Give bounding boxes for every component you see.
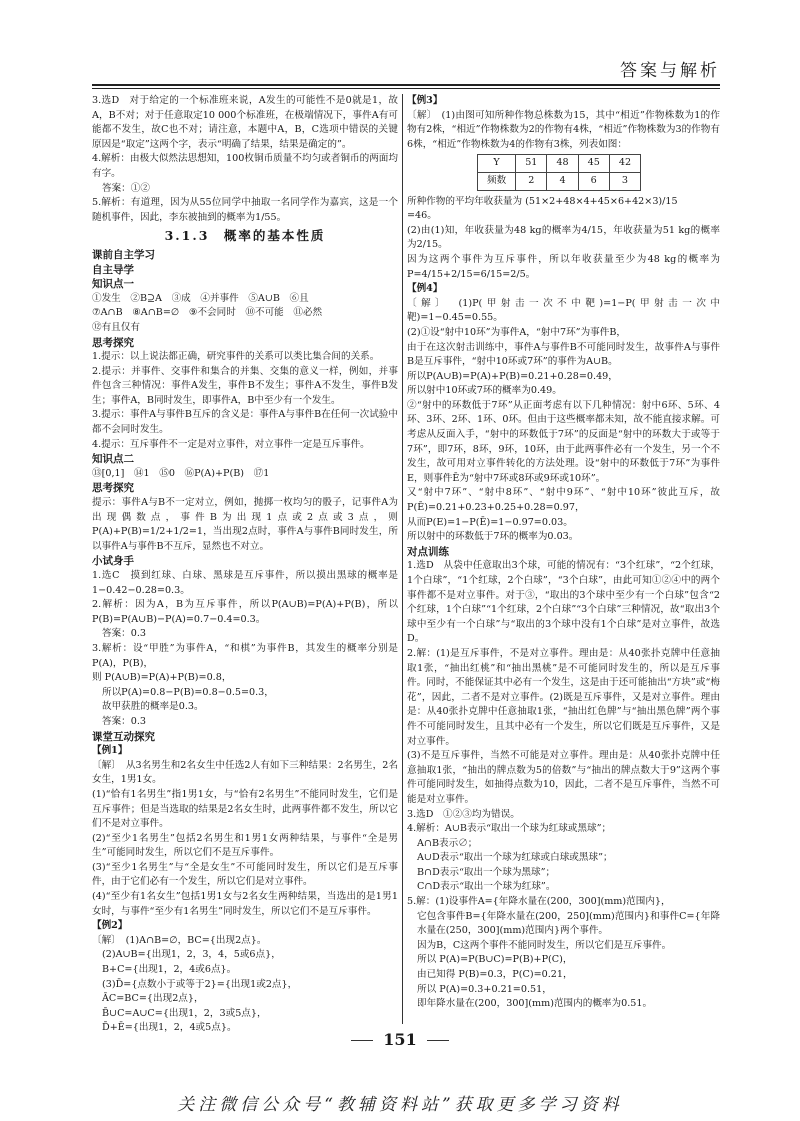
example-2-line-f: D̄+Ē={出现1，2，4或5点}。 bbox=[102, 1022, 237, 1034]
example-1-label: 【 例1 】 bbox=[92, 744, 398, 759]
hint-5: 提示：事件A与B不一定对立，例如，抛掷一枚均匀的骰子，记事件A为出现偶数点，事件B为出现1点或2点或3点，则P(A)+P(B)=1/2+1/2=1，当出现2点时，事件A与事件B同时发生，所以事件A与事件B不互斥，显然也不对立。 bbox=[92, 497, 398, 552]
example-3-conclusion: 因为这两个事件为互斥事件，所以年收获量至少为48 kg的概率为P=4/15+2/15=6/15=2/5。 bbox=[407, 253, 720, 280]
table-cell: 42 bbox=[609, 155, 640, 173]
table-cell: 2 bbox=[516, 172, 547, 190]
example-2-line-d: ĀC=BC={出现2点}， bbox=[102, 993, 204, 1005]
example-1-part-3: (3)“至少1名男生”与“全是女生”不可能同时发生，所以它们是互斥事件，由于它们必有一个发生，所以它们是对立事件。 bbox=[92, 861, 398, 888]
section-title: 3.1.3 概率的基本性质 bbox=[164, 228, 326, 244]
practice-2: 2.解：(1)是互斥事件，不是对立事件。理由是：从40张扑克牌中任意抽取1张，“抽出红桃”和“抽出黑桃”是不可能同时发生的，所以是互斥事件。同时，不能保证其中必有一个发生，这是由于还可能抽出“方块”或“梅花”，因此，二者不是对立事件。(2)既是互斥事件，又是对立事件。理由是：从40张扑克牌中任意抽取1张，“抽出红色牌”与“抽出黑色牌”两个事件不可能同时发生，且其中必有一个发生，所以它们既是互斥事件，又是对立事件。 bbox=[407, 647, 720, 747]
quick-2-answer: 答案：0.3 bbox=[102, 628, 147, 640]
heading-practice: 对点训练 bbox=[407, 545, 449, 558]
quick-3-answer: 答案：0.3 bbox=[102, 715, 147, 727]
example-4-line-h: 所以射中的环数低于7环的概率为0.03。 bbox=[407, 531, 579, 543]
table-cell: 48 bbox=[547, 155, 578, 173]
heading-classroom: 课堂互动探究 bbox=[92, 730, 155, 743]
header-rule-thin bbox=[92, 88, 720, 89]
example-2-text: 〔解〕 (1)A∩B=∅，BC={出现2点}。 bbox=[92, 934, 267, 946]
example-4-label: 【 例4 】 bbox=[407, 282, 720, 297]
example-3-label: 【 例3 】 bbox=[407, 94, 720, 109]
example-4-line-g: 从而P(E)=1−P(Ē)=1−0.97=0.03。 bbox=[407, 516, 573, 528]
table-cell: 51 bbox=[516, 155, 547, 173]
answer-3: 3.选D 对于给定的一个标准班来说，A发生的可能性不是0就是1，故A，B不对；对于任意取定10 000个标准班，在极端情况下，事件A有可能都不发生，故C也不对；请注意，本题中A，B，C选项中错误的关键原因是“取定”这两个字，表示“明确了结果，结果是确定的”。 bbox=[92, 95, 398, 150]
practice-3: 3.选D ①②③均为错误。 bbox=[407, 808, 520, 820]
header-title: 答案与解析 bbox=[620, 61, 720, 81]
example-2-label: 【 例2 】 bbox=[92, 919, 398, 934]
hint-3: 3.提示：事件A与事件B互斥的含义是：事件A与事件B在任何一次试验中都不会同时发生。 bbox=[92, 409, 398, 436]
example-3-mean: 所种作物的平均年收获量为 (51×2+48×4+45×6+42×3)/15 bbox=[407, 195, 678, 207]
practice-2-part-3: (3)不是互斥事件，当然不可能是对立事件。理由是：从40张扑克牌中任意抽取1张，“抽出的牌点数为5的倍数”与“抽出的牌点数大于9”这两个事件可能同时发生，如抽得点数为10，因此，二者不是互斥事件，当然不可能是对立事件。 bbox=[407, 750, 720, 805]
table-cell: 6 bbox=[578, 172, 609, 190]
answer-5: 5.解析：有道理，因为从55位同学中抽取一名同学作为嘉宾，这是一个随机事件，因此，李东被抽到的概率为1/55。 bbox=[92, 197, 398, 223]
quick-3-line-d: 故甲获胜的概率是0.3。 bbox=[102, 701, 204, 713]
heading-quick-test: 小试身手 bbox=[92, 555, 134, 568]
quick-1: 1.选C 摸到红球、白球、黑球是互斥事件，所以摸出黑球的概率是1−0.42−0.28=0.3。 bbox=[92, 570, 398, 596]
page-number-dash-left bbox=[351, 1040, 373, 1041]
page-number-dash-right bbox=[427, 1040, 449, 1041]
example-1-text: 〔解〕 从3名男生和2名女生中任选2人有如下三种结果：2名男生，2名女生，1男1女。 bbox=[92, 759, 398, 786]
table-cell: 45 bbox=[578, 155, 609, 173]
table-row bbox=[478, 172, 641, 190]
hint-4: 4.提示：互斥事件不一定是对立事件，对立事件一定是互斥事件。 bbox=[92, 438, 370, 450]
example-4-line-b: 由于在这次射击训练中，事件A与事件B不可能同时发生，故事件A与事件B是互斥事件，“射中10环或7环”的事件为A∪B。 bbox=[407, 341, 720, 368]
example-4-text: 〔解〕 (1)P(甲射击一次不中靶)=1−P(甲射击一次中靶)=1−0.45=0.55。 bbox=[407, 297, 720, 324]
practice-4-line-b: A∪D表示“取出一个球为红球或白球或黑球”； bbox=[417, 852, 613, 864]
example-4-line-e: ②“射中的环数低于7环”从正面考虑有以下几种情况：射中6环、5环、4环、3环、2环、1环、0环。但由于这些概率都未知，故不能直接求解。可考虑从反面入手，“射中的环数低于7环”的反面是“射中的环数大于或等于7环”，即7环，8环，9环，10环，由于此两事件必有一个发生，另一个不发生，故可用对立事件转化的方法处理。设“射中的环数低于7环”为事件E，则事件Ē为“射中7环或8环或9环或10环”。 bbox=[407, 399, 720, 484]
practice-5-line-a: 它包含事件B={年降水量在(200，250](mm)范围内}和事件C={年降水量在(250，300](mm)范围内}两个事件。 bbox=[417, 910, 720, 937]
practice-5: 5.解：(1)设事件A={年降水量在(200，300](mm)范围内}， bbox=[407, 896, 671, 908]
knowledge-1-line-2: ⑦A∩B ⑧A∩B=∅ ⑨不会同时 ⑩不可能 ⑪必然 bbox=[92, 307, 323, 319]
example-2-line-c: (3)D̄={点数小于或等于2}={出现1或2点}， bbox=[102, 978, 298, 990]
heading-pre-study: 课前自主学习 bbox=[92, 248, 155, 261]
example-1-part-4: (4)“至少有1名女生”包括1男1女与2名女生两种结果，当选出的是1男1女时，与事件“至少有1名男生”同时发生，所以它们不是互斥事件。 bbox=[92, 891, 398, 917]
practice-4: 4.解析：A∪B表示“取出一个球为红球或黑球”； bbox=[407, 823, 612, 835]
knowledge-1-line-1: ①发生 ②B⊇A ③成 ④并事件 ⑤A∪B ⑥且 bbox=[92, 292, 309, 304]
example-3-mean-result: =46。 bbox=[407, 210, 437, 222]
practice-4-line-c: B∩D表示“取出一个球为黑球”； bbox=[417, 866, 556, 878]
quick-2: 2.解析：因为A，B为互斥事件，所以P(A∪B)=P(A)+P(B)，所以P(B)=P(A∪B)−P(A)=0.7−0.4=0.3。 bbox=[92, 599, 398, 625]
practice-5-line-f: 即年降水量在(200，300](mm)范围内的概率为0.51。 bbox=[417, 998, 653, 1010]
quick-3-line-b: 则 P(A∪B)=P(A)+P(B)=0.8， bbox=[92, 672, 232, 684]
practice-4-line-a: A∩B表示∅； bbox=[417, 837, 478, 849]
example-2-line-b: B+C={出现1，2，4或6点}。 bbox=[102, 964, 237, 976]
example-4-line-a: (2)①设“射中10环”为事件A，“射中7环”为事件B， bbox=[407, 326, 626, 338]
heading-knowledge-1: 知识点一 bbox=[92, 278, 134, 291]
heading-knowledge-2: 知识点二 bbox=[92, 453, 134, 466]
heading-think-1: 思考探究 bbox=[92, 336, 134, 349]
page-number-value: 151 bbox=[383, 1030, 417, 1049]
answer-4-result: 答案：①② bbox=[102, 182, 150, 194]
example-1-part-2: (2)“至少1名男生”包括2名男生和1男1女两种结果，与事件“全是男生”可能同时发生，所以它们不是互斥事件。 bbox=[92, 832, 398, 859]
yield-table bbox=[477, 154, 641, 190]
table-cell: 4 bbox=[547, 172, 578, 190]
hint-2: 2.提示：并事件、交事件和集合的并集、交集的意义一样，例如，并事件包含三种情况：事件A发生，事件B不发生；事件A不发生，事件B发生；事件A，B同时发生，即事件A，B中至少有一个发生。 bbox=[92, 365, 398, 406]
example-2-line-a: (2)A∪B={出现1，2，3，4，5或6点}， bbox=[102, 949, 281, 961]
hint-1: 1.提示：以上说法都正确，研究事件的关系可以类比集合间的关系。 bbox=[92, 351, 380, 363]
table-cell: 频数 bbox=[478, 172, 516, 190]
example-2-line-e: B̄∪C=A∪C={出现1，2，3或5点}， bbox=[102, 1007, 267, 1019]
left-column bbox=[92, 94, 398, 1036]
practice-5-line-c: 所以 P(A)=P(B∪C)=P(B)+P(C)， bbox=[417, 954, 573, 966]
example-4-line-d: 所以射中10环或7环的概率为0.49。 bbox=[407, 385, 562, 397]
knowledge-1-line-3: ⑫有且仅有 bbox=[92, 321, 140, 333]
answer-4: 4.解析：由极大似然法思想知，100枚铜币质量不均匀或者铜币的两面均有字。 bbox=[92, 153, 398, 179]
table-row bbox=[478, 155, 641, 173]
table-cell: Y bbox=[478, 155, 516, 173]
example-3-part-2: (2)由(1)知，年收获量为48 kg的概率为4/15，年收获量为51 kg的概率为2/15。 bbox=[407, 224, 720, 251]
right-column bbox=[407, 94, 720, 1012]
example-4-line-f: 又“射中7环”、“射中8环”、“射中9环”、“射中10环”彼此互斥，故P(Ē)=0.21+0.23+0.25+0.28=0.97， bbox=[407, 487, 720, 514]
example-1-part-1: (1)“恰有1名男生”指1男1女，与“恰有2名男生”不能同时发生，它们是互斥事件；但是当选取的结果是2名女生时，此两事件都不发生，所以它们不是对立事件。 bbox=[92, 788, 398, 830]
practice-5-line-e: 所以 P(A)=0.3+0.21=0.51， bbox=[417, 983, 552, 995]
page-number bbox=[0, 1030, 800, 1049]
heading-self-guide: 自主导学 bbox=[92, 263, 134, 276]
quick-3-line-c: 所以P(A)=0.8−P(B)=0.8−0.5=0.3， bbox=[102, 686, 274, 698]
heading-think-2: 思考探究 bbox=[92, 482, 134, 495]
quick-3: 3.解析：设“甲胜”为事件A，“和棋”为事件B，其发生的概率分别是P(A)，P(B)， bbox=[92, 642, 398, 669]
practice-5-line-b: 因为B，C这两个事件不能同时发生，所以它们是互斥事件。 bbox=[417, 939, 672, 951]
practice-5-line-d: 由已知得 P(B)=0.3，P(C)=0.21， bbox=[417, 969, 573, 981]
example-4-line-c: 所以P(A∪B)=P(A)+P(B)=0.21+0.28=0.49， bbox=[407, 370, 618, 382]
practice-1: 1.选D 从袋中任意取出3个球，可能的情况有：“3个红球”，“2个红球，1个白球”，“1个红球，2个白球”，“3个白球”，由此可知①②④中的两个事件都不是对立事件。对于③，“取出的3个球中至少有一个白球”包含“2个红球，1个白球”“1个红球，2个白球”“3个白球”三种情况，故“取出3个球中至少有一个白球”与“取出的3个球中没有1个白球”是对立事件，故选D。 bbox=[407, 560, 720, 645]
example-3-text: 〔解〕 (1)由图可知所种作物总株数为15，其中“相近”作物株数为1的作物有2株，“相近”作物株数为2的作物有4株，“相近”作物株数为3的作物有6株，“相近”作物株数为4的作物有3株，列表如图： bbox=[407, 109, 720, 150]
practice-4-line-d: C∩D表示“取出一个球为红球”。 bbox=[417, 881, 556, 893]
knowledge-2-line-1: ⑬[0,1] ⑭1 ⑮0 ⑯P(A)+P(B) ⑰1 bbox=[92, 467, 270, 479]
footer-note: 关注微信公众号“教辅资料站”获取更多学习资料 bbox=[177, 1095, 623, 1115]
header-rule bbox=[92, 84, 720, 86]
column-divider bbox=[402, 94, 403, 1024]
table-cell: 3 bbox=[609, 172, 640, 190]
